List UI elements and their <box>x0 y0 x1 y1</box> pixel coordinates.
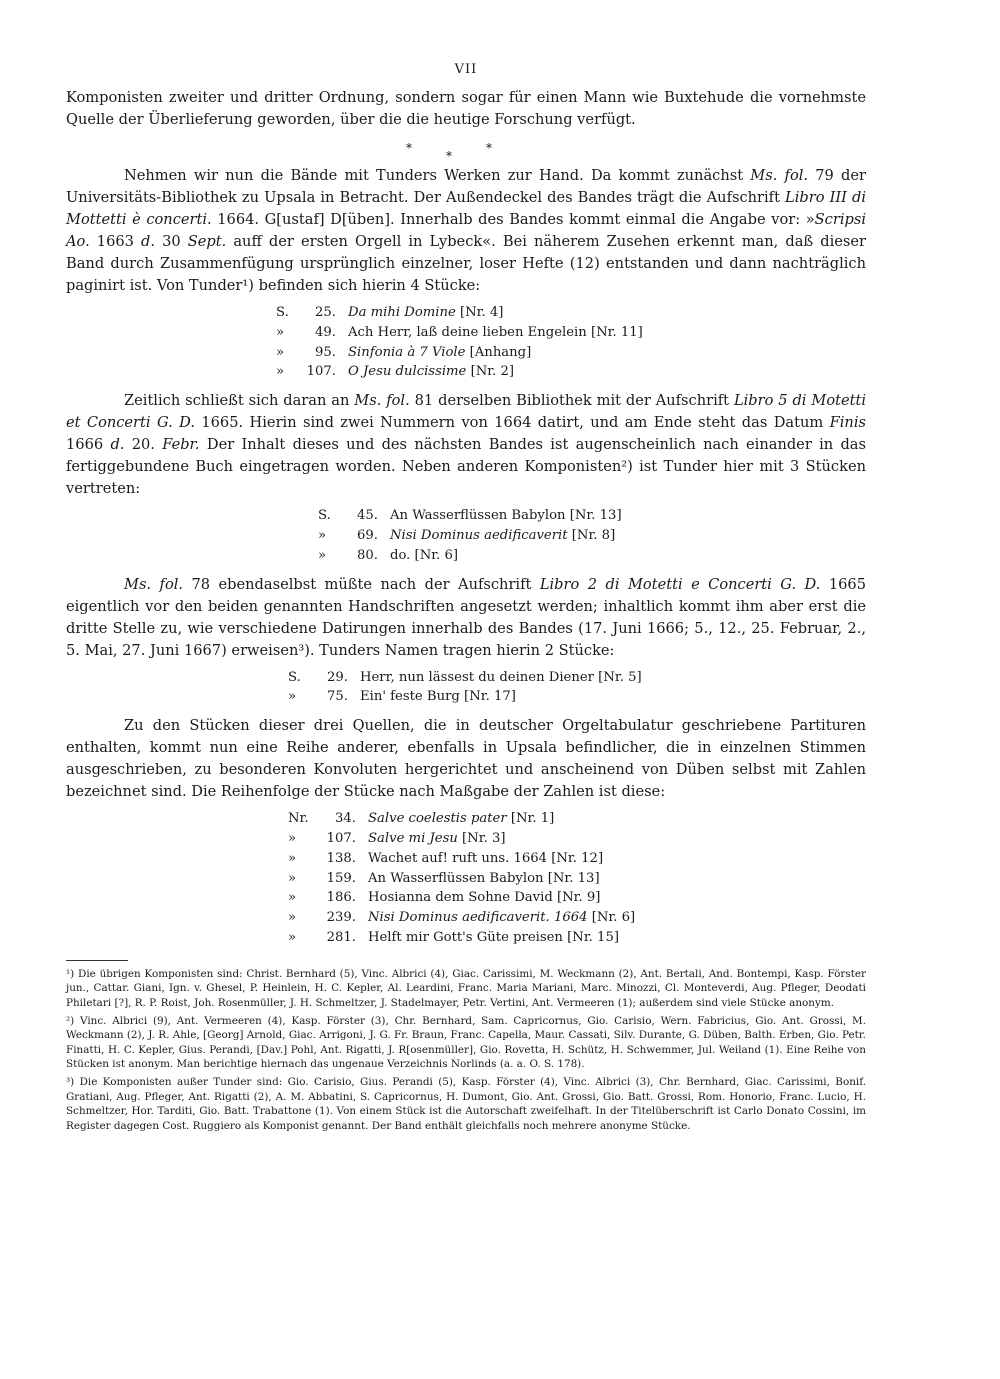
list-item: Nr. 34. Salve coelestis pater [Nr. 1] <box>288 811 555 827</box>
star-1: * <box>406 141 446 155</box>
paragraph-upsala-parts: Zu den Stücken dieser drei Quellen, die in deutscher Orgeltabulatur geschriebene Partituren enthalten, kommt nun eine Reihe anderer, ebenfalls in Upsala befindlicher, die in einzelnen Stimmen ausgeschrieben, zu besonderen Konvoluten hergerichtet und anscheinend von Düben selbst mit Zahlen bezeichnet sind. Die Reihenfolge der Stücke nach Maßgabe der Zahlen ist diese: <box>66 717 866 801</box>
works-list-ms-fol-79 <box>276 303 866 382</box>
paragraph-ms-fol-78: Ms. fol. 78 ebendaselbst müßte nach der Aufschrift Libro 2 di Motetti e Concerti G. D. 1665 eigentlich vor den beiden genannten Handschriften angesetzt werden; inhaltlich kommt ihm aber erst die dritte Stelle zu, wie verschiedene Datirungen innerhalb des Bandes (17. Juni 1666; 5., 12., 25. Februar, 2., 5. Mai, 27. Juni 1667) erweisen³). Tunders Namen tragen hierin 2 Stücke: <box>66 575 866 659</box>
works-list-ms-fol-81 <box>318 506 866 565</box>
paragraph-ms-fol-81: Zeitlich schließt sich daran an Ms. fol. 81 derselben Bibliothek mit der Aufschrift Libro 5 di Motetti et Concerti G. D. 1665. Hierin sind zwei Nummern von 1664 datirt, und am Ende steht das Datum Finis 1666 d. 20. Febr. Der Inhalt dieses und des nächsten Bandes ist augenscheinlich nach einander in das fertiggebundene Buch eingetragen worden. Neben anderen Komponisten²) ist Tunder hier mit 3 Stücken vertreten: <box>66 392 866 498</box>
list-item: S. 25. Da mihi Domine [Nr. 4] <box>276 305 504 320</box>
intro-paragraph: Komponisten zweiter und dritter Ordnung, sondern sogar für einen Mann wie Buxtehude die vornehmste Quelle der Überlieferung geworden, über die die heutige Forschung verfügt. <box>66 89 866 128</box>
list-item: » 75. Ein' feste Burg [Nr. 17] <box>288 689 516 705</box>
list-item: » 159. An Wasserflüssen Babylon [Nr. 13] <box>288 870 600 886</box>
paragraph-ms-fol-79: Nehmen wir nun die Bände mit Tunders Werken zur Hand. Da kommt zunächst Ms. fol. 79 der Universitäts-Bibliothek zu Upsala in Betracht. Der Außendeckel des Bandes trägt die Aufschrift Libro III di Mottetti è concerti. 1664. G[ustaf] D[üben]. Innerhalb des Bandes kommt einmal die Angabe vor: »Scripsi Ao. 1663 d. 30 Sept. auff der ersten Orgell in Lybeck«. Bei näherem Zusehen erkennt man, daß dieser Band durch Zusammenfügung ursprünglich einzelner, loser Hefte (12) entstanden und dann nachträglich paginirt ist. Von Tunder¹) befinden sich hierin 4 Stücke: <box>66 167 866 294</box>
footnote-2: ²) Vinc. Albrici (9), Ant. Vermeeren (4), Kasp. Förster (3), Chr. Bernhard, Sam. Capricornus, Gio. Carisio, Wern. Fabricius, Gio. Ant. Grossi, M. Weckmann (2), J. R. Ahle, [Georg] Arnold, Giac. Arrigoni, J. G. Fr. Braun, Franc. Capella, Maur. Cassati, Silv. Durante, G. Düben, Balth. Erben, Gio. Petr. Finatti, H. C. Kepler, Gius. Perandi, [Dav.] Pohl, Ant. Rigatti, J. R[osenmüller], Gio. Rovetta, H. Schütz, H. Schwemmer, Jul. Weiland (1). Eine Reihe von Stücken ist anonym. Man berichtige hiernach das ungenaue Verzeichnis Norlinds (a. a. O. S. 178). <box>66 1014 866 1071</box>
list-item: » 107. O Jesu dulcissime [Nr. 2] <box>276 364 515 380</box>
section-divider <box>66 131 866 165</box>
star-3: * <box>486 141 526 155</box>
list-item: » 281. Helft mir Gott's Güte preisen [Nr. 15] <box>288 929 619 945</box>
star-2: * <box>446 149 486 163</box>
list-item: » 239. Nisi Dominus aedificaverit. 1664 [Nr. 6] <box>288 910 636 926</box>
works-list-numbered <box>288 809 866 948</box>
page <box>66 62 866 1136</box>
footnote-1: ¹) Die übrigen Komponisten sind: Christ. Bernhard (5), Vinc. Albrici (4), Giac. Carissimi, M. Weckmann (2), Ant. Bertali, And. Bontempi, Kasp. Förster jun., Cattar. Giani, Ign. v. Ghesel, P. Heinlein, H. C. Kepler, Al. Leardini, Franc. Maria Mariani, Marc. Minozzi, Cl. Monteverdi, Aug. Pfleger, Deodati Philetari [?], R. P. Roist, Joh. Rosenmüller, J. H. Schmeltzer, J. Stadelmayer, Petr. Vertini, Ant. Vermeeren (1); außerdem sind viele Stücke anonym. <box>66 967 866 1009</box>
list-item: » 69. Nisi Dominus aedificaverit [Nr. 8] <box>318 527 616 543</box>
list-item: » 138. Wachet auf! ruft uns. 1664 [Nr. 12] <box>288 850 604 866</box>
list-item: » 107. Salve mi Jesu [Nr. 3] <box>288 830 506 846</box>
footnote-3: ³) Die Komponisten außer Tunder sind: Gio. Carisio, Gius. Perandi (5), Kasp. Förster (4), Vinc. Albrici (3), Chr. Bernhard, Giac. Carissimi, Bonif. Gratiani, Aug. Pfleger, Ant. Rigatti (2), A. M. Abbatini, S. Capricornus, H. Dumont, Gio. Ant. Grossi, Gio. Batt. Grossi, Rom. Honorio, Franc. Lucio, H. Schmeltzer, Hor. Tarditi, Gio. Batt. Trabattone (1). Von einem Stück ist die Autorschaft zweifelhaft. In der Titelüberschrift ist Carlo Donato Cossini, im Register dagegen Cost. Ruggiero als Komponist genannt. Der Band enthält gleichfalls noch mehrere anonyme Stücke. <box>66 1075 866 1132</box>
list-item: » 186. Hosianna dem Sohne David [Nr. 9] <box>288 890 601 906</box>
list-item: S. 45. An Wasserflüssen Babylon [Nr. 13] <box>318 508 622 524</box>
list-item: » 95. Sinfonia à 7 Viole [Anhang] <box>276 344 532 360</box>
list-item: » 80. do. [Nr. 6] <box>318 547 459 563</box>
works-list-ms-fol-78 <box>288 668 866 708</box>
footnote-divider <box>66 960 128 961</box>
list-item: » 49. Ach Herr, laß deine lieben Engelein [Nr. 11] <box>276 324 643 340</box>
page-number: VII <box>454 62 478 77</box>
list-item: S. 29. Herr, nun lässest du deinen Diener [Nr. 5] <box>288 669 642 685</box>
